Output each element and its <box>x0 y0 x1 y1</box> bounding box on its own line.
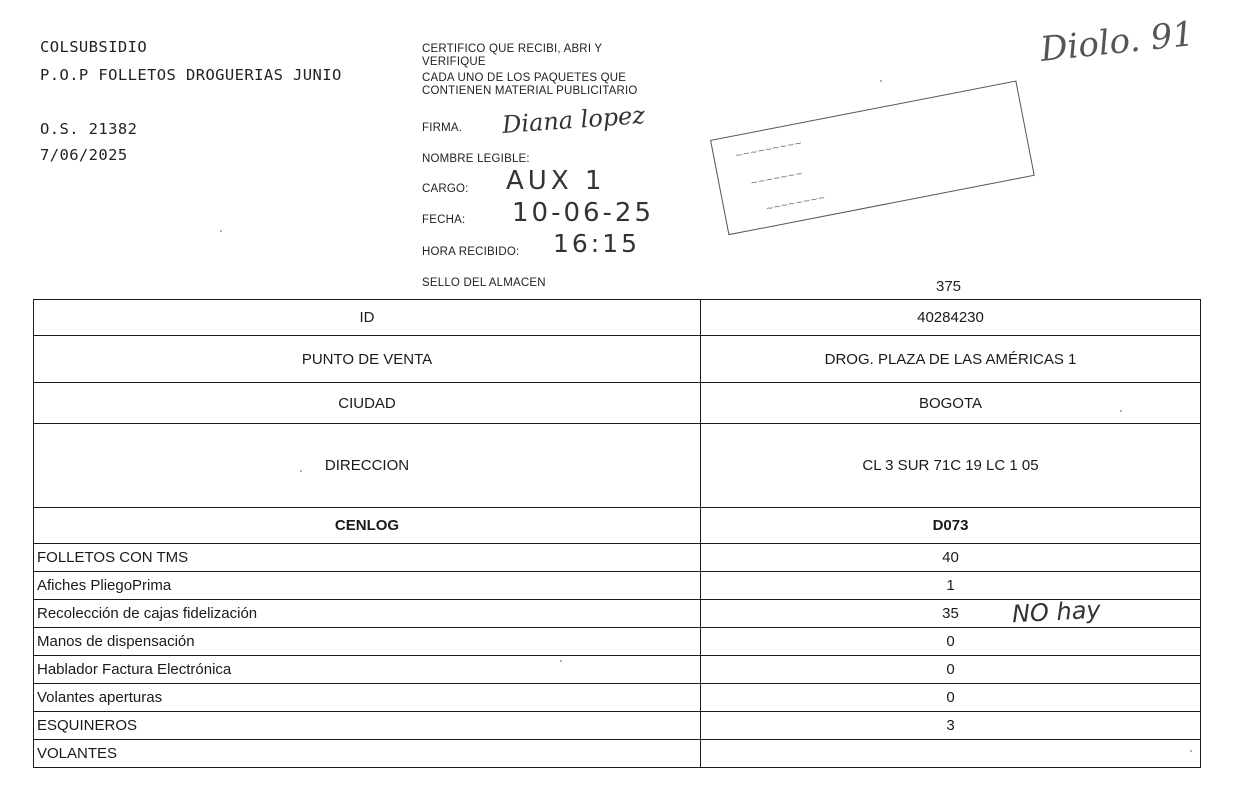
handwritten-corner-note: Diolo. 91 <box>1038 14 1196 70</box>
scan-speck <box>880 80 882 82</box>
table-row <box>34 544 1201 572</box>
fecha-label: FECHA: <box>422 214 466 226</box>
table-row <box>34 336 1201 383</box>
table-row <box>34 508 1201 544</box>
item-label: Afiches PliegoPrima <box>34 572 701 600</box>
certificate-line: CADA UNO DE LOS PAQUETES QUE <box>422 72 627 84</box>
row-value: D073 <box>701 508 1201 544</box>
item-label: FOLLETOS CON TMS <box>34 544 701 572</box>
table-row <box>34 740 1201 768</box>
table-row <box>34 383 1201 424</box>
scan-speck <box>1120 410 1122 412</box>
hora-label: HORA RECIBIDO: <box>422 246 520 258</box>
item-value: 40 <box>701 544 1201 572</box>
scan-speck <box>560 660 562 662</box>
table-row <box>34 656 1201 684</box>
item-value: 0 <box>701 684 1201 712</box>
table-row <box>34 684 1201 712</box>
item-label: VOLANTES <box>34 740 701 768</box>
row-label: DIRECCION <box>34 424 701 508</box>
row-value: CL 3 SUR 71C 19 LC 1 05 <box>701 424 1201 508</box>
scan-speck <box>1190 750 1192 752</box>
certificate-line: VERIFIQUE <box>422 56 486 68</box>
row-value: 40284230 <box>701 300 1201 336</box>
item-label: Manos de dispensación <box>34 628 701 656</box>
firma-label: FIRMA. <box>422 122 463 134</box>
cargo-label: CARGO: <box>422 183 469 195</box>
certificate-line: CERTIFICO QUE RECIBI, ABRI Y <box>422 43 603 55</box>
scan-speck <box>300 470 302 472</box>
item-label: ESQUINEROS <box>34 712 701 740</box>
table-row <box>34 712 1201 740</box>
box-count: 375 <box>936 278 962 295</box>
handwritten-hora: 16:15 <box>553 229 641 258</box>
row-label: CENLOG <box>34 508 701 544</box>
item-value: 0 <box>701 656 1201 684</box>
handwritten-fecha: 10-06-25 <box>512 198 655 228</box>
item-value: 1 <box>701 572 1201 600</box>
item-label: Recolección de cajas fidelización <box>34 600 701 628</box>
nombre-label: NOMBRE LEGIBLE: <box>422 153 530 165</box>
certificate-line: CONTIENEN MATERIAL PUBLICITARIO <box>422 85 638 97</box>
handwritten-signature: Diana lopez <box>501 101 646 139</box>
table-row <box>34 572 1201 600</box>
certificate-text <box>422 43 638 98</box>
row-value: BOGOTA <box>701 383 1201 424</box>
sello-label: SELLO DEL ALMACEN <box>422 277 546 289</box>
order-number: O.S. 21382 <box>40 120 138 138</box>
handwritten-annotation: NO hay <box>1011 595 1102 629</box>
row-value: DROG. PLAZA DE LAS AMÉRICAS 1 <box>701 336 1201 383</box>
item-value: 35 <box>701 600 1201 628</box>
table-row <box>34 300 1201 336</box>
item-label: Volantes aperturas <box>34 684 701 712</box>
document-date: 7/06/2025 <box>40 146 128 164</box>
handwritten-cargo: AUX 1 <box>506 166 606 196</box>
table-row <box>34 424 1201 508</box>
delivery-table <box>33 299 1201 768</box>
row-label: ID <box>34 300 701 336</box>
row-label: PUNTO DE VENTA <box>34 336 701 383</box>
company-name: COLSUBSIDIO <box>40 38 148 56</box>
item-value: 3 <box>701 712 1201 740</box>
store-stamp: ∼∼∼∼∼∼∼∼∼ ∼∼∼∼∼∼∼ ∼∼∼∼∼∼∼∼ <box>710 80 1035 235</box>
table-row <box>34 628 1201 656</box>
row-label: CIUDAD <box>34 383 701 424</box>
item-label: Hablador Factura Electrónica <box>34 656 701 684</box>
item-value <box>701 740 1201 768</box>
scan-speck <box>220 230 222 232</box>
item-value: 0 <box>701 628 1201 656</box>
campaign-title: P.O.P FOLLETOS DROGUERIAS JUNIO <box>40 66 342 84</box>
